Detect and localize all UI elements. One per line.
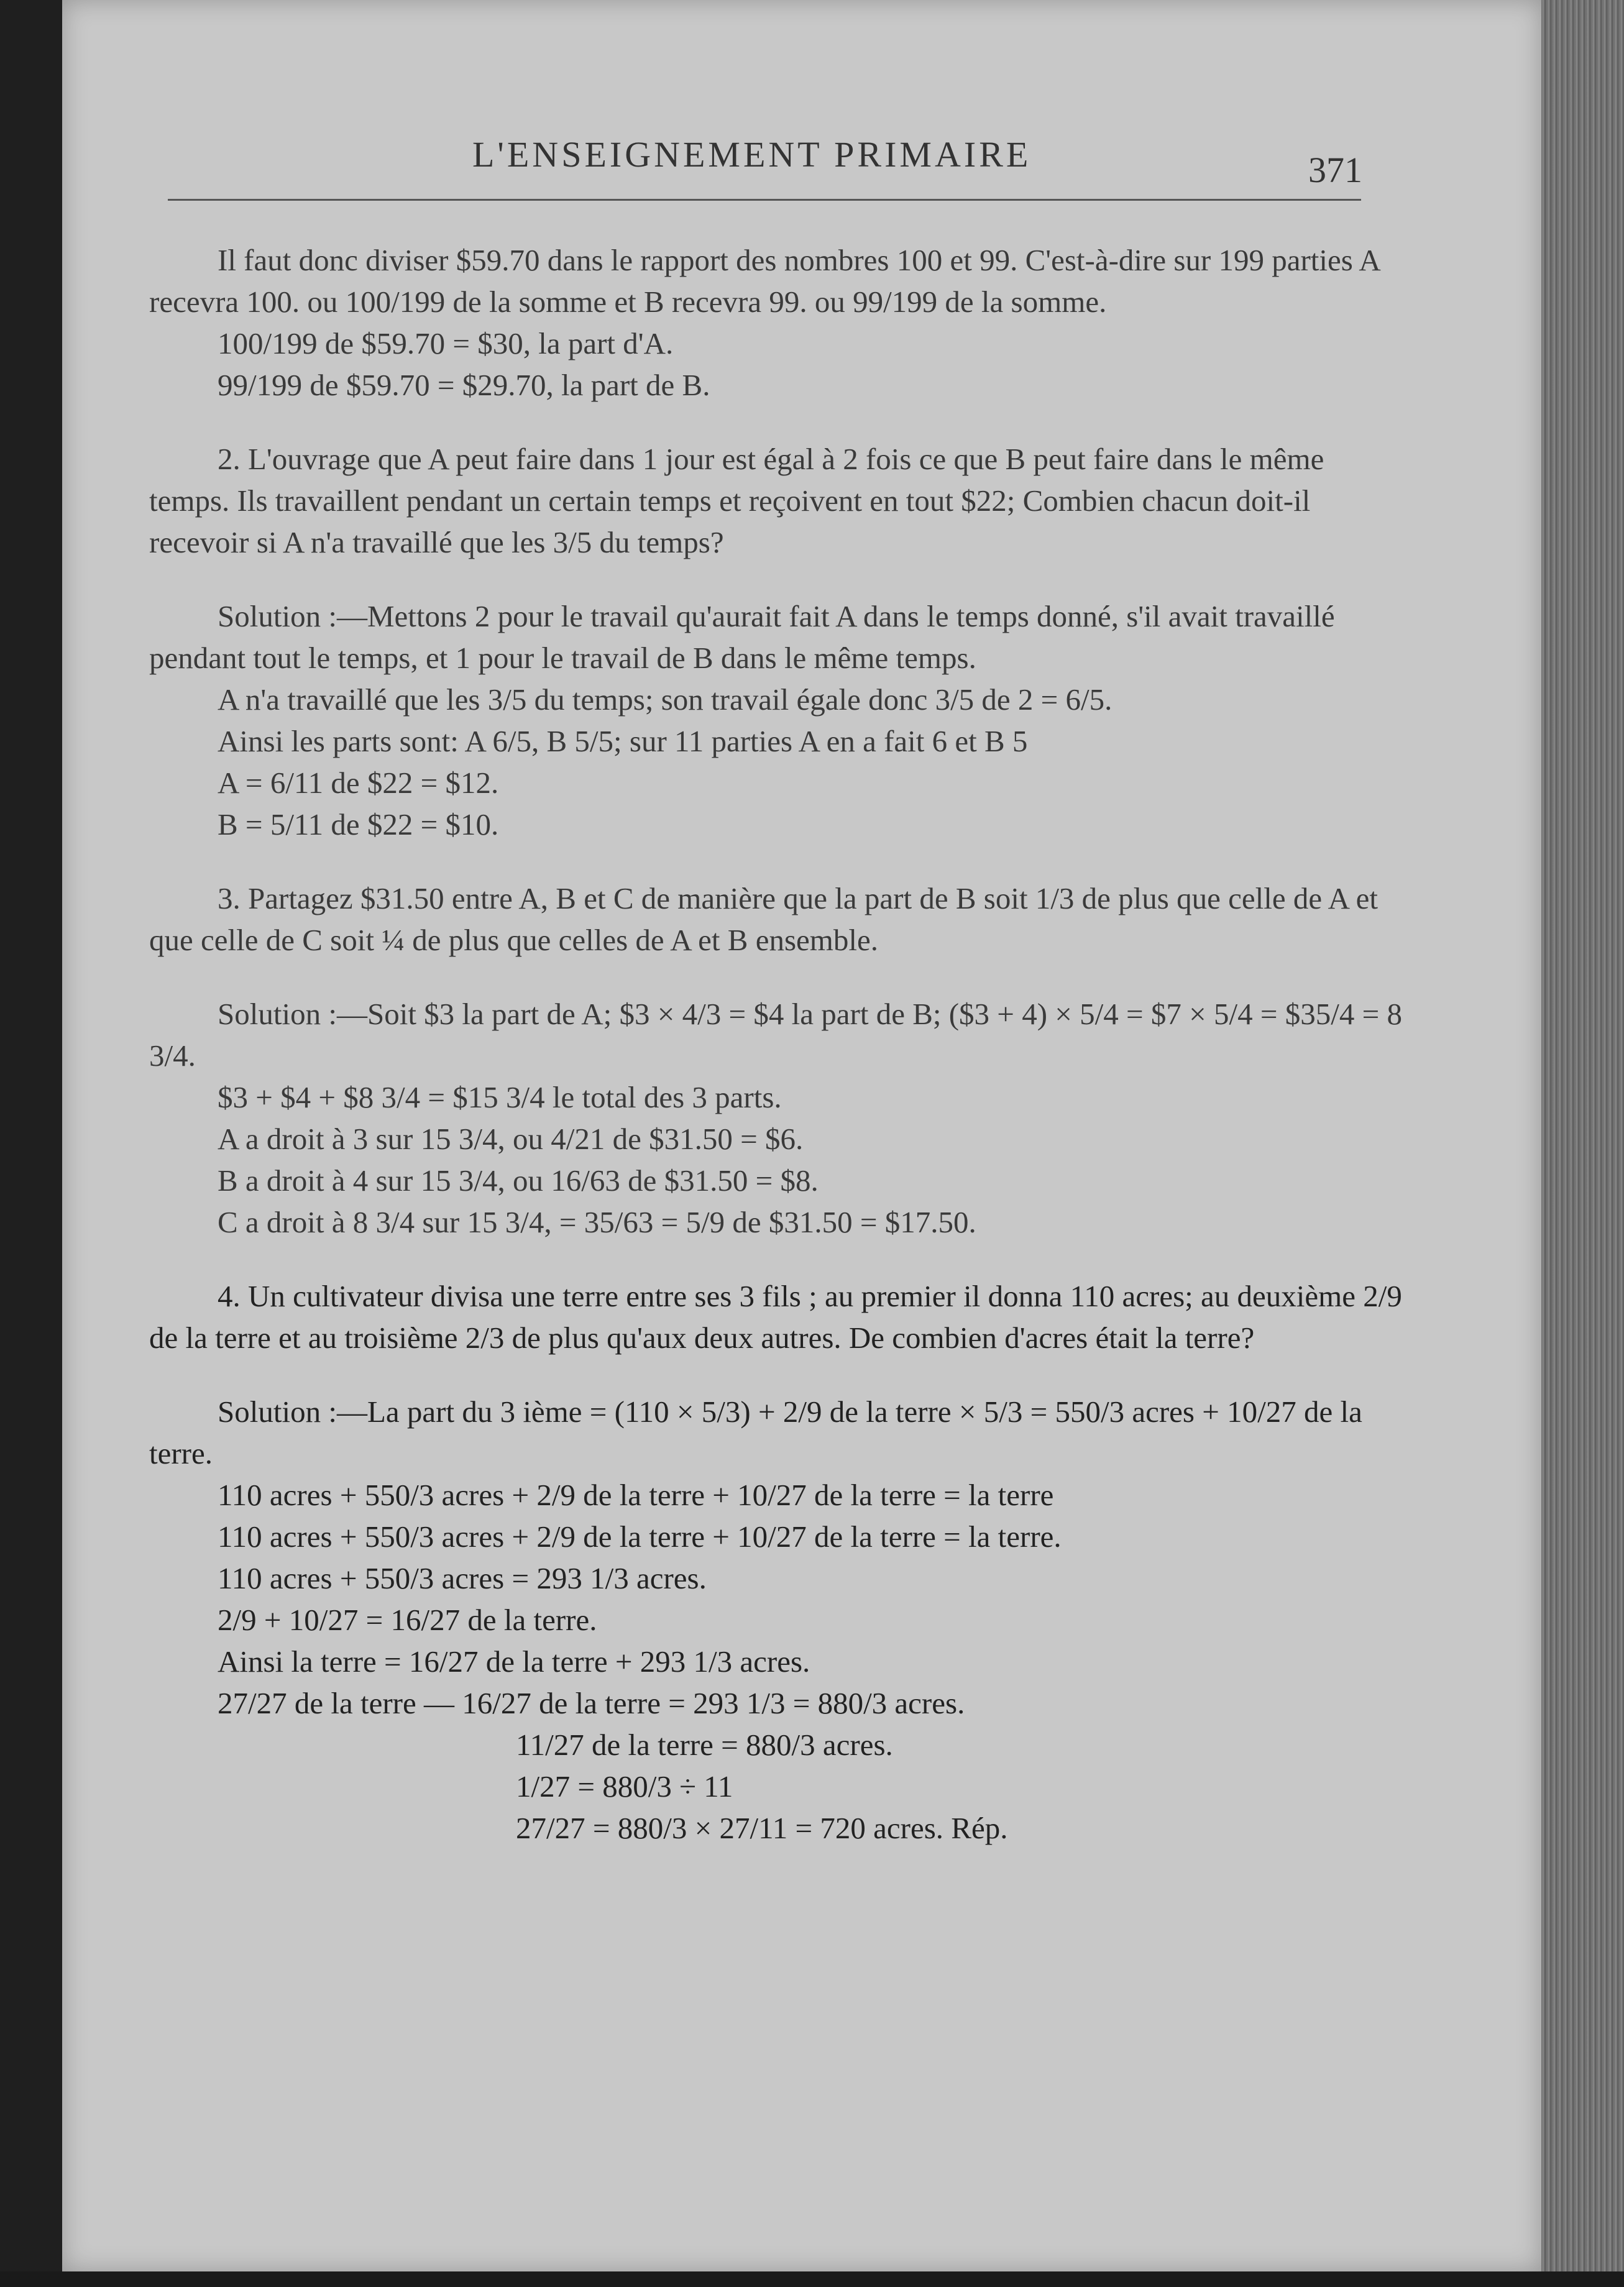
spacer (149, 845, 1411, 878)
spacer (149, 1243, 1411, 1275)
problem-4: 4. Un cultivateur divisa une terre entre ses 3 fils ; au premier il donna 110 acres; au deuxième 2/9 de la terre et au troisième 2/3 de plus qu'aux deux autres. De combien d'acres était la terre? (149, 1279, 1402, 1355)
page-body (149, 239, 1411, 1849)
paragraph-1: Il faut donc diviser $59.70 dans le rapport des nombres 100 et 99. C'est-à-dire sur 199 parties A recevra 100. ou 100/199 de la somme et B recevra 99. ou 99/199 de la somme. (149, 243, 1380, 319)
solution-line: $3 + $4 + $8 3/4 = $15 3/4 le total des 3 parts. (218, 1080, 782, 1114)
equation-line: 99/199 de $59.70 = $29.70, la part de B. (218, 368, 710, 402)
solution-line: 110 acres + 550/3 acres + 2/9 de la terre + 10/27 de la terre = la terre (218, 1478, 1054, 1512)
solution-line: 2/9 + 10/27 = 16/27 de la terre. (218, 1603, 597, 1637)
solution-line: Ainsi les parts sont: A 6/5, B 5/5; sur 11 parties A en a fait 6 et B 5 (218, 724, 1028, 758)
spacer (149, 1359, 1411, 1391)
book-page (62, 0, 1541, 2271)
solution-line: 110 acres + 550/3 acres = 293 1/3 acres. (218, 1561, 707, 1595)
solution-line: A = 6/11 de $22 = $12. (218, 766, 499, 800)
solution-2: Solution :—Mettons 2 pour le travail qu'aurait fait A dans le temps donné, s'il avait travaillé pendant tout le temps, et 1 pour le travail de B dans le même temps. (149, 599, 1335, 675)
solution-line: B a droit à 4 sur 15 3/4, ou 16/63 de $31.50 = $8. (218, 1163, 819, 1198)
spacer (149, 406, 1411, 438)
solution-line: 27/27 de la terre — 16/27 de la terre = 293 1/3 = 880/3 acres. (218, 1686, 965, 1720)
scan-left-border (0, 0, 62, 2287)
solution-line: 1/27 = 880/3 ÷ 11 (516, 1769, 733, 1803)
solution-3: Solution :—Soit $3 la part de A; $3 × 4/3 = $4 la part de B; ($3 + 4) × 5/4 = $7 × 5/4 = $35/4 = 8 3/4. (149, 997, 1403, 1073)
scan-bottom-border (0, 2271, 1624, 2287)
solution-line: A a droit à 3 sur 15 3/4, ou 4/21 de $31.50 = $6. (218, 1122, 804, 1156)
solution-line: 11/27 de la terre = 880/3 acres. (516, 1728, 893, 1762)
equation-line: 100/199 de $59.70 = $30, la part d'A. (218, 326, 674, 360)
running-title: L'ENSEIGNEMENT PRIMAIRE (472, 134, 1032, 175)
solution-line: Ainsi la terre = 16/27 de la terre + 293 1/3 acres. (218, 1644, 810, 1679)
page-number: 371 (1308, 150, 1362, 190)
solution-line: 27/27 = 880/3 × 27/11 = 720 acres. Rép. (516, 1811, 1008, 1845)
header-rule (168, 199, 1361, 201)
spacer (149, 961, 1411, 993)
problem-3: 3. Partagez $31.50 entre A, B et C de manière que la part de B soit 1/3 de plus que celle de A et que celle de C soit ¼ de plus que celles de A et B ensemble. (149, 881, 1378, 957)
solution-line: C a droit à 8 3/4 sur 15 3/4, = 35/63 = 5/9 de $31.50 = $17.50. (218, 1205, 976, 1239)
solution-line: 110 acres + 550/3 acres + 2/9 de la terre + 10/27 de la terre = la terre. (218, 1519, 1062, 1554)
solution-line: B = 5/11 de $22 = $10. (218, 807, 499, 841)
solution-4: Solution :—La part du 3 ième = (110 × 5/3) + 2/9 de la terre × 5/3 = 550/3 acres + 10/27 de la terre. (149, 1395, 1362, 1470)
page-header (62, 134, 1541, 190)
spacer (149, 563, 1411, 595)
solution-line: A n'a travaillé que les 3/5 du temps; son travail égale donc 3/5 de 2 = 6/5. (218, 682, 1112, 717)
book-page-edges (1541, 0, 1624, 2287)
problem-2: 2. L'ouvrage que A peut faire dans 1 jour est égal à 2 fois ce que B peut faire dans le même temps. Ils travaillent pendant un certain temps et reçoivent en tout $22; Combien chacun doit-il recevoir si A n'a travaillé que les 3/5 du temps? (149, 442, 1324, 559)
